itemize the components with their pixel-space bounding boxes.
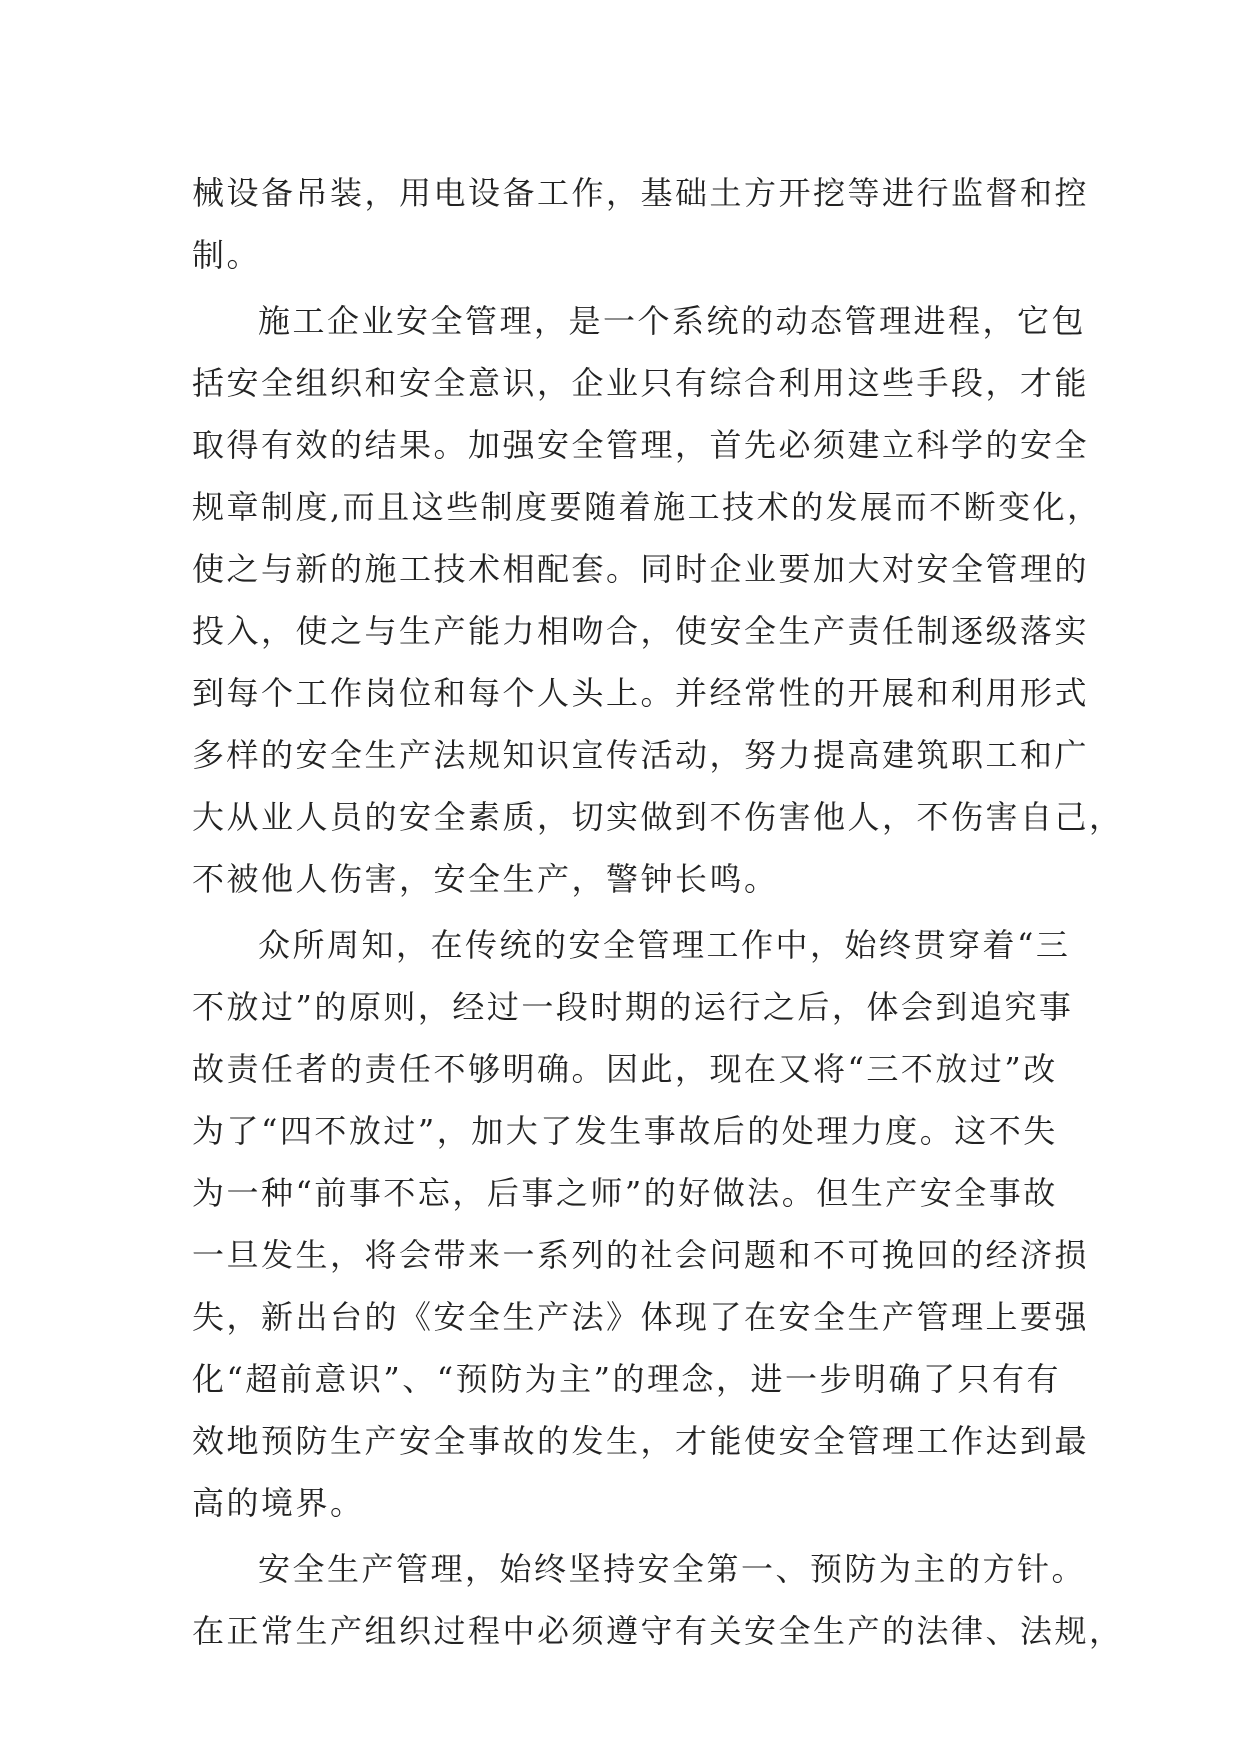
document-body xyxy=(192,162,1124,1662)
text-line: 一旦发生，将会带来一系列的社会问题和不可挽回的经济损 xyxy=(192,1236,1090,1274)
text-line: 械设备吊装，用电设备工作，基础土方开挖等进行监督和控 xyxy=(192,174,1090,212)
text-line: 制。 xyxy=(192,236,262,274)
text-line: 效地预防生产安全事故的发生，才能使安全管理工作达到最 xyxy=(192,1422,1090,1460)
text-line: 众所周知，在传统的安全管理工作中，始终贯穿着“三 xyxy=(258,926,1071,964)
text-line: 规章制度,而且这些制度要随着施工技术的发展而不断变化， xyxy=(192,488,1102,526)
text-line: 施工企业安全管理，是一个系统的动态管理进程，它包 xyxy=(258,302,1087,340)
text-line: 安全生产管理，始终坚持安全第一、预防为主的方针。 xyxy=(258,1550,1087,1588)
text-line: 括安全组织和安全意识，企业只有综合利用这些手段，才能 xyxy=(192,364,1090,402)
text-line: 不被他人伤害，安全生产，警钟长鸣。 xyxy=(192,860,779,898)
text-line: 化“超前意识”、“预防为主”的理念，进一步明确了只有有 xyxy=(192,1360,1061,1398)
text-line: 到每个工作岗位和每个人头上。并经常性的开展和利用形式 xyxy=(192,674,1090,712)
paragraph xyxy=(192,290,1124,910)
paragraph xyxy=(192,914,1090,1534)
text-line: 为了“四不放过”，加大了发生事故后的处理力度。这不失 xyxy=(192,1112,1058,1150)
text-line: 故责任者的责任不够明确。因此，现在又将“三不放过”改 xyxy=(192,1050,1058,1088)
text-line: 取得有效的结果。加强安全管理，首先必须建立科学的安全 xyxy=(192,426,1090,464)
text-line: 多样的安全生产法规知识宣传活动，努力提高建筑职工和广 xyxy=(192,736,1090,774)
text-line: 大从业人员的安全素质，切实做到不伤害他人，不伤害自己， xyxy=(192,798,1124,836)
text-line: 高的境界。 xyxy=(192,1484,365,1522)
text-line: 为一种“前事不忘，后事之师”的好做法。但生产安全事故 xyxy=(192,1174,1058,1212)
paragraph xyxy=(192,1538,1124,1662)
text-line: 失，新出台的《安全生产法》体现了在安全生产管理上要强 xyxy=(192,1298,1090,1336)
text-line: 投入，使之与生产能力相吻合，使安全生产责任制逐级落实 xyxy=(192,612,1090,650)
text-line: 在正常生产组织过程中必须遵守有关安全生产的法律、法规， xyxy=(192,1612,1124,1650)
text-line: 使之与新的施工技术相配套。同时企业要加大对安全管理的 xyxy=(192,550,1090,588)
text-line: 不放过”的原则，经过一段时期的运行之后，体会到追究事 xyxy=(192,988,1074,1026)
paragraph xyxy=(192,162,1090,286)
